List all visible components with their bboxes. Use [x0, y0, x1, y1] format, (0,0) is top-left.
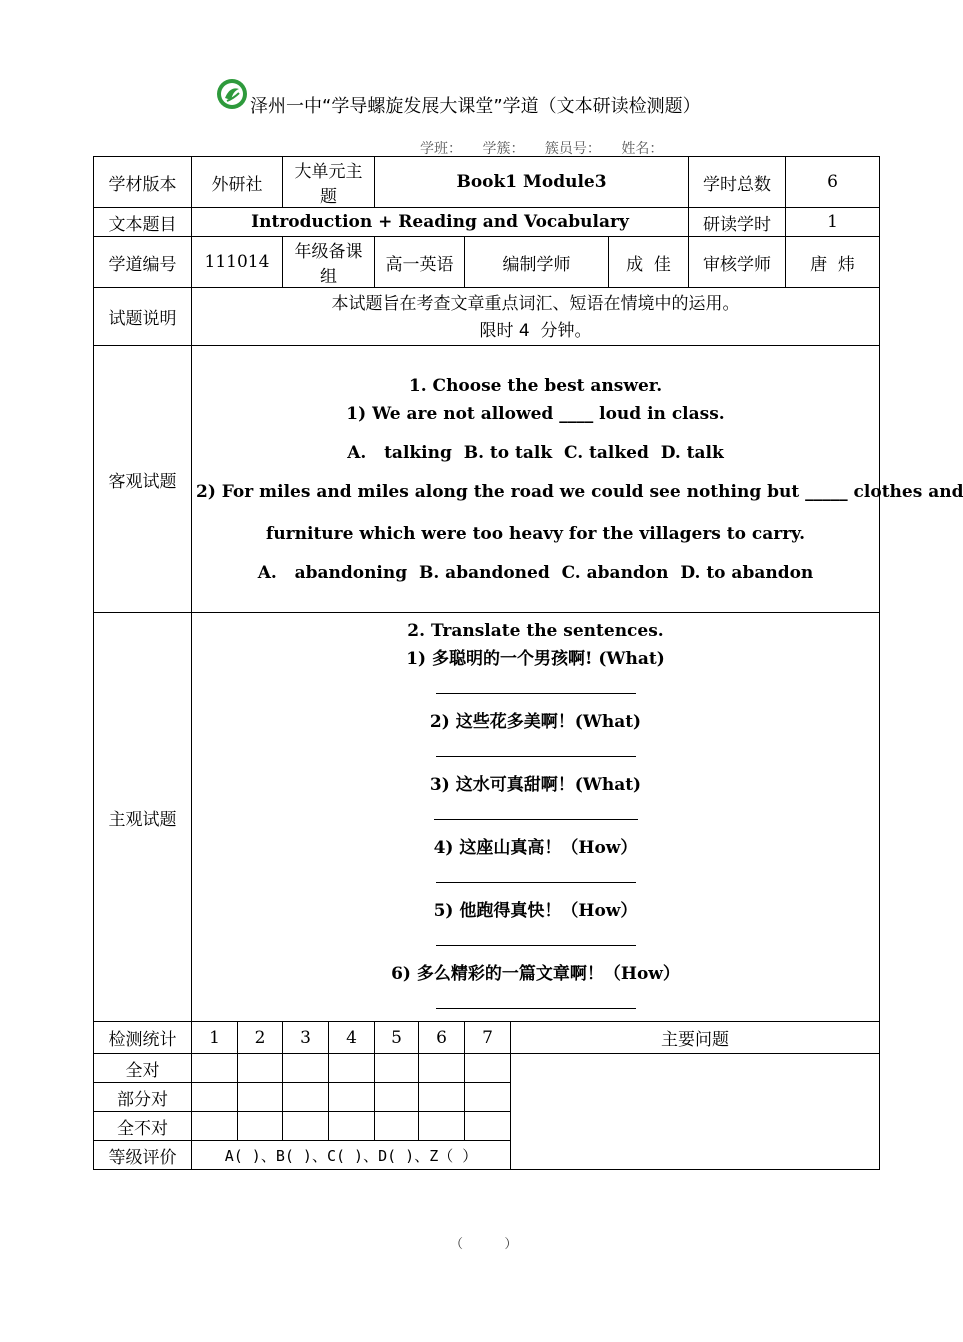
group-label: 学簇： — [482, 141, 525, 157]
translate-item-1: 1) 多聪明的一个男孩啊! (What) — [406, 649, 665, 669]
question-1: 1) We are not allowed ____ loud in class. — [346, 404, 725, 424]
subjective-heading: 2. Translate the sentences. — [407, 621, 664, 641]
stats-row-label: 全不对 — [94, 1112, 192, 1141]
translate-item-6: 6) 多么精彩的一篇文章啊！（How） — [391, 964, 680, 984]
question-2-line-1: 2) For miles and miles along the road we could see nothing but _____ clothes and — [196, 482, 963, 502]
total-hours-value: 6 — [786, 157, 880, 208]
stats-cell[interactable] — [465, 1083, 511, 1112]
answer-blank-1 — [436, 677, 636, 694]
unit-label: 大单元主题 — [283, 157, 375, 208]
grade-label: 等级评价 — [94, 1141, 192, 1170]
answer-blank-6 — [436, 992, 636, 1009]
stats-cell[interactable] — [283, 1054, 329, 1083]
unit-value: Book1 Module3 — [375, 157, 689, 208]
edition-value: 外研社 — [192, 157, 283, 208]
stats-cell[interactable] — [419, 1112, 465, 1141]
stats-cell[interactable] — [192, 1112, 238, 1141]
translate-item-5: 5) 他跑得真快！（How） — [433, 901, 638, 921]
stats-label: 检测统计 — [94, 1022, 192, 1054]
code-value: 111014 — [192, 237, 283, 288]
objective-heading: 1. Choose the best answer. — [408, 376, 663, 396]
main-problem-area[interactable] — [511, 1054, 880, 1170]
stats-column-header: 7 — [465, 1022, 511, 1054]
reviewer-value: 唐 炜 — [786, 237, 880, 288]
editor-value: 成 佳 — [609, 237, 689, 288]
study-hours-label: 研读学时 — [689, 208, 786, 237]
stats-cell[interactable] — [238, 1112, 283, 1141]
member-number-label: 簇员号： — [544, 141, 601, 157]
worksheet-table — [93, 156, 963, 1170]
stats-cell[interactable] — [283, 1112, 329, 1141]
stats-column-header: 3 — [283, 1022, 329, 1054]
objective-label: 客观试题 — [94, 346, 192, 613]
page-title: 泽州一中“学导螺旋发展大课堂”学道（文本研读检测题） — [250, 96, 701, 117]
name-label: 姓名： — [621, 141, 664, 157]
stats-cell[interactable] — [375, 1083, 419, 1112]
school-logo-icon — [216, 78, 248, 110]
answer-blank-5 — [436, 929, 636, 946]
page-number-marker: （ ） — [450, 1237, 518, 1252]
stats-cell[interactable] — [375, 1054, 419, 1083]
question-1-options: A. talking B. to talk C. talked D. talk — [347, 443, 724, 463]
stats-column-header: 5 — [375, 1022, 419, 1054]
stats-column-header: 2 — [238, 1022, 283, 1054]
objective-questions — [192, 346, 963, 613]
stats-cell[interactable] — [329, 1054, 375, 1083]
main-problem-label: 主要问题 — [511, 1022, 880, 1054]
answer-blank-2 — [436, 740, 636, 757]
stats-cell[interactable] — [238, 1054, 283, 1083]
subjective-questions — [192, 613, 880, 1022]
translate-item-3: 3) 这水可真甜啊！(What) — [429, 775, 642, 795]
stats-column-header: 4 — [329, 1022, 375, 1054]
stats-cell[interactable] — [419, 1083, 465, 1112]
class-label: 学班： — [420, 141, 462, 157]
description-text — [192, 288, 880, 346]
stats-cell[interactable] — [329, 1083, 375, 1112]
question-2-options: A. abandoning B. abandoned C. abandon D. to abandon — [257, 563, 814, 583]
stats-cell[interactable] — [192, 1054, 238, 1083]
question-2-line-2: furniture which were too heavy for the villagers to carry. — [266, 524, 806, 544]
edition-label: 学材版本 — [94, 157, 192, 208]
description-label: 试题说明 — [94, 288, 192, 346]
topic-value: Introduction + Reading and Vocabulary — [192, 208, 689, 237]
stats-column-header: 6 — [419, 1022, 465, 1054]
answer-blank-3 — [434, 803, 638, 820]
stats-column-header: 1 — [192, 1022, 238, 1054]
description-line-1: 本试题旨在考查文章重点词汇、短语在情境中的运用。 — [331, 294, 740, 314]
description-line-2: 限时 4 分钟。 — [479, 321, 592, 341]
reviewer-label: 审核学师 — [689, 237, 786, 288]
stats-cell[interactable] — [283, 1083, 329, 1112]
translate-item-4: 4) 这座山真高！（How） — [433, 838, 638, 858]
translate-item-2: 2) 这些花多美啊！(What) — [429, 712, 642, 732]
stats-row-label: 全对 — [94, 1054, 192, 1083]
stats-row-label: 部分对 — [94, 1083, 192, 1112]
total-hours-label: 学时总数 — [689, 157, 786, 208]
stats-cell[interactable] — [238, 1083, 283, 1112]
answer-blank-4 — [436, 866, 636, 883]
stats-cell[interactable] — [375, 1112, 419, 1141]
page-header — [0, 78, 950, 118]
editor-label: 编制学师 — [465, 237, 609, 288]
stats-cell[interactable] — [192, 1083, 238, 1112]
code-label: 学道编号 — [94, 237, 192, 288]
student-info-line — [420, 138, 679, 158]
grade-group-value: 高一英语 — [375, 237, 465, 288]
study-hours-value: 1 — [786, 208, 880, 237]
stats-cell[interactable] — [465, 1054, 511, 1083]
stats-cell[interactable] — [465, 1112, 511, 1141]
grade-value: A( )、B( )、C( )、D( )、Z（ ） — [192, 1141, 511, 1170]
subjective-label: 主观试题 — [94, 613, 192, 1022]
grade-group-label: 年级备课组 — [283, 237, 375, 288]
stats-cell[interactable] — [419, 1054, 465, 1083]
topic-label: 文本题目 — [94, 208, 192, 237]
stats-cell[interactable] — [329, 1112, 375, 1141]
